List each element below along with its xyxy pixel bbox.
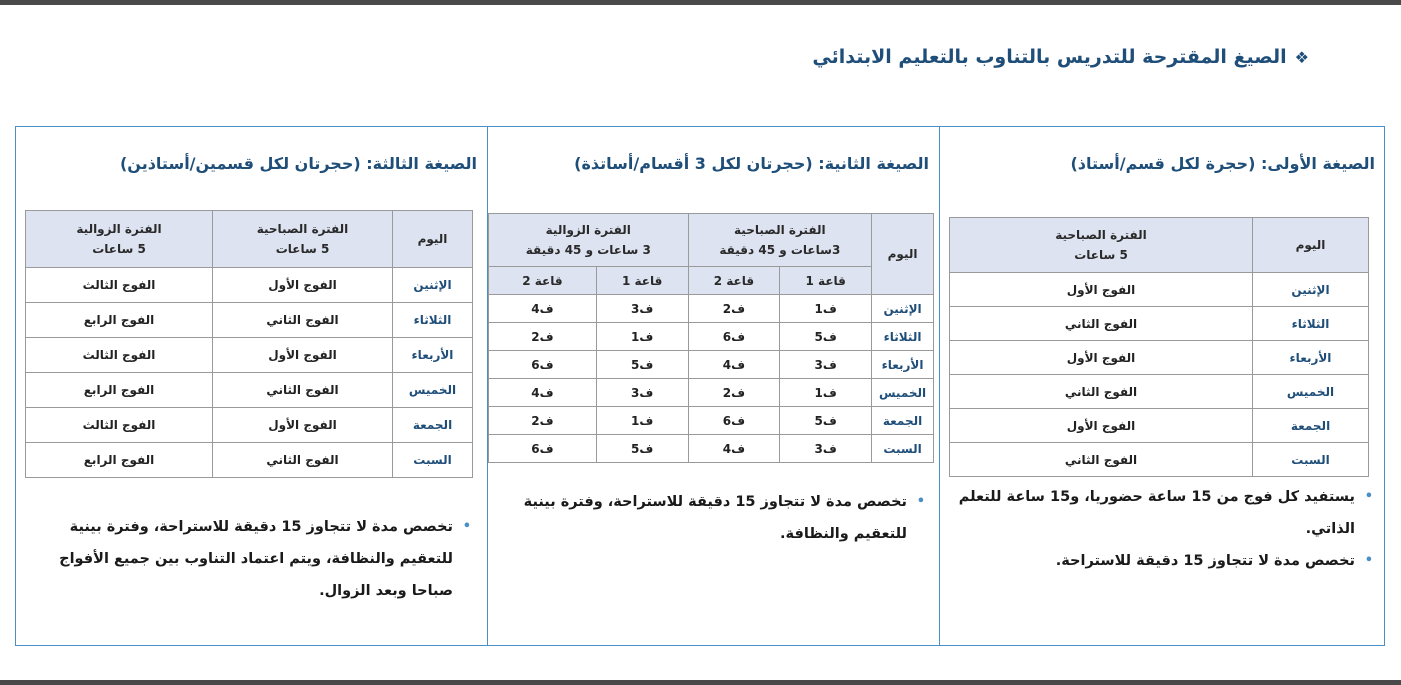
header-afternoon (489, 214, 689, 267)
formula3-notes (26, 511, 471, 607)
cell-a1: ف3 (596, 379, 688, 407)
day-cell: الثلاثاء (1253, 307, 1369, 341)
day-cell: الثلاثاء (872, 323, 934, 351)
cell-m1: ف3 (780, 435, 872, 463)
header-room2: قاعة 2 (688, 267, 780, 295)
cell-m2: ف6 (688, 323, 780, 351)
note-item (495, 486, 925, 550)
table-row (489, 435, 934, 463)
formula1-panel (940, 126, 1385, 646)
header-morning-title: الفترة الصباحية (256, 222, 349, 236)
note-item (948, 545, 1373, 577)
table-row (489, 407, 934, 435)
cell-m2: ف4 (688, 351, 780, 379)
day-cell: الأربعاء (872, 351, 934, 379)
cell-a2: ف2 (489, 323, 597, 351)
table-header-row (489, 214, 934, 267)
formula3-table (25, 210, 473, 478)
formula3-title: الصيغة الثالثة: (حجرتان لكل قسمين/أستاذين) (119, 154, 477, 173)
table-row (26, 303, 473, 338)
table-row (950, 341, 1369, 375)
table-subheader-row (489, 267, 934, 295)
header-day: اليوم (1253, 218, 1369, 273)
header-room1: قاعة 1 (596, 267, 688, 295)
cell-a2: ف4 (489, 295, 597, 323)
cell-m1: ف1 (780, 295, 872, 323)
note-text: تخصص مدة لا تتجاوز 15 دقيقة للاستراحة، وفترة بينية للتعقيم والنظافة. (523, 494, 907, 542)
cell-m2: ف6 (688, 407, 780, 435)
day-cell: السبت (872, 435, 934, 463)
bottom-border (0, 680, 1401, 685)
formula2-panel (488, 126, 940, 646)
header-morning-title: الفترة الصباحية (1055, 228, 1147, 242)
day-cell: الخميس (872, 379, 934, 407)
header-day: اليوم (393, 211, 473, 268)
table-row (950, 443, 1369, 477)
bullet-dot-icon: • (1364, 553, 1373, 568)
bullet-dot-icon: • (1364, 489, 1373, 504)
cell-morning: الفوج الأول (213, 338, 393, 373)
note-text: تخصص مدة لا تتجاوز 15 دقيقة للاستراحة، وفترة بينية للتعقيم والنظافة، ويتم اعتماد التناوب بين جميع الأفواج صباحا وبعد الزوال. (59, 519, 453, 599)
table-row (26, 408, 473, 443)
table-row (489, 351, 934, 379)
formula2-table (488, 213, 934, 463)
cell-m1: ف3 (780, 351, 872, 379)
cell-m1: ف5 (780, 323, 872, 351)
table-row (950, 307, 1369, 341)
formula3-panel (15, 126, 488, 646)
table-row (26, 338, 473, 373)
diamond-bullet-icon: ❖ (1294, 48, 1309, 67)
day-cell: الإثنين (393, 268, 473, 303)
table-header-row (26, 211, 473, 268)
formula2-notes (495, 486, 925, 550)
cell-morning: الفوج الأول (950, 409, 1253, 443)
cell-morning: الفوج الثاني (950, 375, 1253, 409)
note-item (948, 481, 1373, 545)
cell-afternoon: الفوج الرابع (26, 443, 213, 478)
table-header-row (950, 218, 1369, 273)
cell-morning: الفوج الأول (950, 273, 1253, 307)
cell-a2: ف6 (489, 435, 597, 463)
header-afternoon-title: الفترة الزوالية (76, 222, 162, 236)
header-afternoon-hours: 3 ساعات و 45 دقيقة (525, 243, 651, 257)
cell-m2: ف2 (688, 295, 780, 323)
cell-morning: الفوج الثاني (213, 443, 393, 478)
cell-m1: ف1 (780, 379, 872, 407)
cell-morning: الفوج الأول (213, 268, 393, 303)
cell-afternoon: الفوج الثالث (26, 268, 213, 303)
day-cell: الخميس (393, 373, 473, 408)
formula1-title: الصيغة الأولى: (حجرة لكل قسم/أستاذ) (1070, 154, 1375, 173)
day-cell: الأربعاء (393, 338, 473, 373)
table-row (489, 295, 934, 323)
cell-afternoon: الفوج الثالث (26, 338, 213, 373)
note-text: يستفيد كل فوج من 15 ساعة حضوريا، و15 ساعة للتعلم الذاتي. (958, 489, 1355, 537)
cell-m2: ف2 (688, 379, 780, 407)
cell-a1: ف5 (596, 435, 688, 463)
day-cell: الجمعة (1253, 409, 1369, 443)
table-row (950, 273, 1369, 307)
day-cell: الإثنين (1253, 273, 1369, 307)
table-row (950, 409, 1369, 443)
header-morning-hours: 5 ساعات (1074, 248, 1128, 262)
cell-morning: الفوج الثاني (213, 373, 393, 408)
cell-morning: الفوج الأول (213, 408, 393, 443)
header-morning-title: الفترة الصباحية (734, 223, 826, 237)
formula1-notes (948, 481, 1373, 577)
header-morning (688, 214, 872, 267)
page-title-text: الصيغ المقترحة للتدريس بالتناوب بالتعليم الابتدائي (812, 46, 1287, 68)
header-day: اليوم (872, 214, 934, 295)
note-text: تخصص مدة لا تتجاوز 15 دقيقة للاستراحة. (1055, 553, 1355, 569)
note-item (26, 511, 471, 607)
header-morning (213, 211, 393, 268)
header-morning-hours: 5 ساعات (275, 242, 330, 256)
cell-afternoon: الفوج الثالث (26, 408, 213, 443)
day-cell: السبت (393, 443, 473, 478)
cell-a2: ف4 (489, 379, 597, 407)
formula1-table (949, 217, 1369, 477)
header-afternoon (26, 211, 213, 268)
cell-morning: الفوج الثاني (950, 307, 1253, 341)
header-room2: قاعة 2 (489, 267, 597, 295)
day-cell: السبت (1253, 443, 1369, 477)
table-row (489, 379, 934, 407)
page-title (812, 46, 1309, 68)
cell-morning: الفوج الثاني (950, 443, 1253, 477)
bullet-dot-icon: • (462, 519, 471, 534)
day-cell: الجمعة (393, 408, 473, 443)
header-room1: قاعة 1 (780, 267, 872, 295)
cell-m1: ف5 (780, 407, 872, 435)
table-row (26, 373, 473, 408)
cell-m2: ف4 (688, 435, 780, 463)
header-afternoon-title: الفترة الزوالية (545, 223, 631, 237)
cell-a2: ف2 (489, 407, 597, 435)
formula2-title: الصيغة الثانية: (حجرتان لكل 3 أقسام/أساتذة) (574, 154, 929, 173)
bullet-dot-icon: • (916, 494, 925, 509)
header-afternoon-hours: 5 ساعات (92, 242, 146, 256)
day-cell: الأربعاء (1253, 341, 1369, 375)
cell-a2: ف6 (489, 351, 597, 379)
table-row (26, 268, 473, 303)
table-row (26, 443, 473, 478)
cell-a1: ف5 (596, 351, 688, 379)
cell-morning: الفوج الأول (950, 341, 1253, 375)
day-cell: الجمعة (872, 407, 934, 435)
cell-morning: الفوج الثاني (213, 303, 393, 338)
cell-afternoon: الفوج الرابع (26, 373, 213, 408)
table-row (950, 375, 1369, 409)
table-row (489, 323, 934, 351)
cell-afternoon: الفوج الرابع (26, 303, 213, 338)
header-morning (950, 218, 1253, 273)
top-border (0, 0, 1401, 5)
day-cell: الثلاثاء (393, 303, 473, 338)
cell-a1: ف1 (596, 407, 688, 435)
cell-a1: ف3 (596, 295, 688, 323)
day-cell: الخميس (1253, 375, 1369, 409)
header-morning-hours: 3ساعات و 45 دقيقة (719, 243, 841, 257)
cell-a1: ف1 (596, 323, 688, 351)
day-cell: الإثنين (872, 295, 934, 323)
